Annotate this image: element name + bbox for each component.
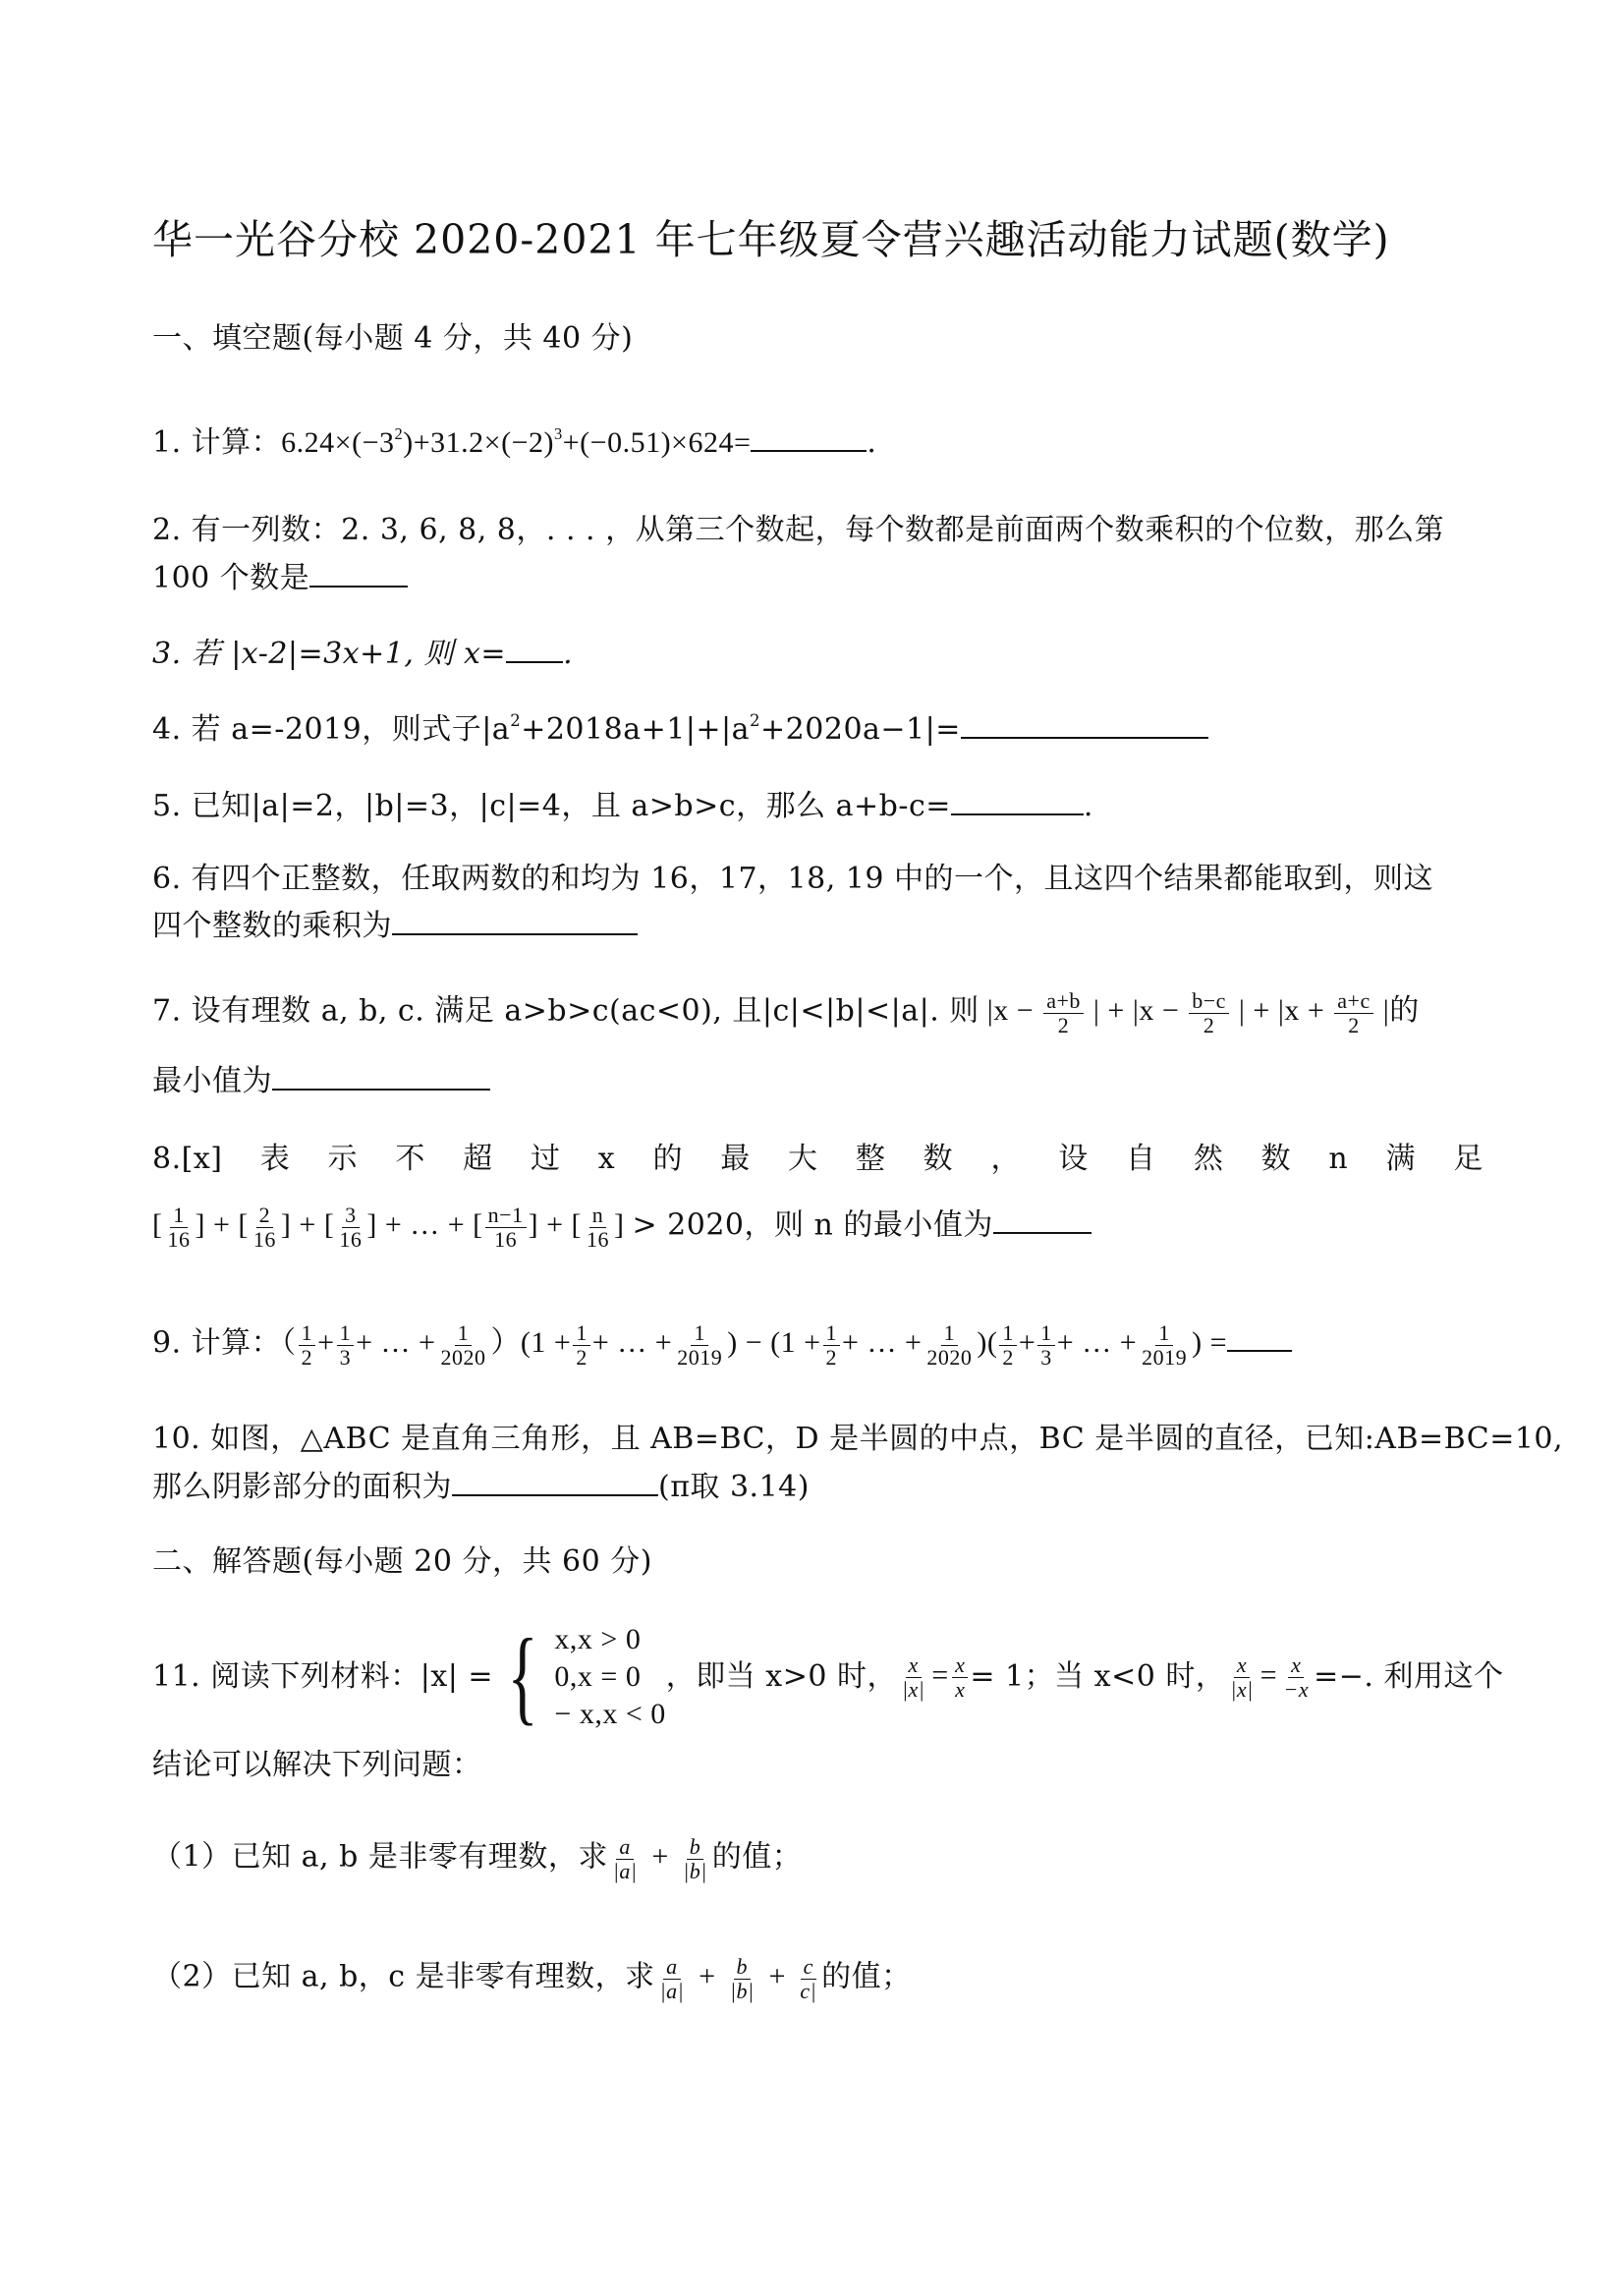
q9-b-fraction-1 <box>573 1321 590 1370</box>
q8-fraction-2 <box>251 1204 279 1252</box>
q8-tail: > 2020，则 n 的最小值为 <box>632 1207 993 1243</box>
q8-word: 设 <box>1058 1142 1089 1176</box>
q9-b-fraction-2 <box>674 1321 725 1370</box>
q11-fb-numerator: x <box>952 1653 968 1678</box>
q11-p1-f1-numerator: a <box>616 1835 634 1860</box>
question-2-line-1: 2. 有一列数：2. 3, 6, 8, 8，. . . ，从第三个数起，每个数都是前面两个数乘积的个位数，那么第 <box>152 513 1445 547</box>
answer-blank-5[interactable] <box>951 786 1084 815</box>
q8-word: 过 <box>530 1142 561 1176</box>
q11-p1-fraction-2 <box>680 1835 710 1883</box>
q8-f5-numerator: n <box>589 1204 607 1228</box>
q4-prefix: 4. 若 a=-2019，则式子|a <box>152 712 511 747</box>
q9-c2-denominator: 2020 <box>926 1345 973 1370</box>
q8-f4-numerator: n−1 <box>485 1204 527 1228</box>
q11-p2-fraction-2 <box>727 1955 757 2003</box>
q11-p2-f3-denominator: c| <box>800 1979 817 2003</box>
q11-case-1: x,x > 0 <box>554 1623 642 1655</box>
question-1 <box>152 422 876 463</box>
q8-dots: + … + <box>384 1208 466 1242</box>
q11-p1-prefix: （1）已知 a, b 是非零有理数，求 <box>152 1839 608 1875</box>
q9-prefix: 9. 计算：（ <box>152 1325 297 1361</box>
q11-fa-numerator: x <box>906 1653 922 1678</box>
answer-blank-1[interactable] <box>751 422 867 452</box>
answer-blank-8[interactable] <box>993 1204 1091 1234</box>
q9-d2-denominator: 3 <box>1040 1345 1052 1370</box>
q1-expr: 6.24×(−3 <box>281 426 395 459</box>
q11-mid-1: ，即当 x>0 时， <box>665 1659 897 1694</box>
q8-spread-text <box>152 1140 1483 1179</box>
q1-tail: +(−0.51)×624= <box>562 426 752 459</box>
answer-blank-7[interactable] <box>272 1061 490 1091</box>
question-8-line-2: [ $\frac{1}{16}$ ] + [ $\frac{2}{16}$ ] + [ $\frac{3}{16}$ ] + … + [ $\frac{n-1}{16}$ ] + [ $\frac{n}{16}$ ] > 2020，则 n 的最小值为 <box>152 1204 1091 1252</box>
q9-a1-numerator: 1 <box>299 1321 316 1346</box>
q11-p2-f1-numerator: a <box>663 1955 681 1980</box>
q11-p1-f2-denominator: |b| <box>683 1859 707 1883</box>
q9-a-fraction-3 <box>437 1321 488 1370</box>
q8-f2-numerator: 2 <box>256 1204 274 1228</box>
q9-a2-numerator: 1 <box>337 1321 355 1346</box>
q7-f3-denominator: 2 <box>1348 1013 1360 1037</box>
q1-exponent-2: 3 <box>553 423 563 443</box>
q9-d2-numerator: 1 <box>1037 1321 1055 1346</box>
q11-fb-denominator: x <box>955 1676 966 1702</box>
question-11-part-1: （1）已知 a, b 是非零有理数，求 $\frac{a}{|a|}$ + $\frac{b}{|b|}$ 的值； <box>152 1834 803 1883</box>
question-7-line-1 <box>152 989 1420 1037</box>
q8-f1-numerator: 1 <box>170 1204 188 1228</box>
question-6-line-1: 6. 有四个正整数，任取两数的和均为 16，17，18, 19 中的一个，且这四个结果都能取到，则这 <box>152 862 1433 896</box>
question-5 <box>152 786 1093 826</box>
q8-f5-denominator: 16 <box>586 1227 609 1252</box>
question-11-part-2: （2）已知 a, b，c 是非零有理数，求 $\frac{a}{|a|}$ + $\frac{b}{|b|}$ + $\frac{c}{c|}$ 的值； <box>152 1954 912 2003</box>
q8-word: 数 <box>923 1142 954 1176</box>
q9-d-fraction-2 <box>1037 1321 1055 1370</box>
question-10-line-1: 10. 如图，△ABC 是直角三角形，且 AB=BC，D 是半圆的中点，BC 是半圆的直径，已知:AB=BC=10, <box>152 1422 1564 1456</box>
q11-fa-denominator: |x| <box>901 1676 925 1702</box>
q8-word: x <box>597 1142 616 1176</box>
q9-tail: ) = <box>1192 1326 1228 1360</box>
q11-case-3: − x,x < 0 <box>554 1698 666 1730</box>
q4-tail: +2020a−1|= <box>760 712 961 747</box>
q4-exponent-1: 2 <box>510 710 522 730</box>
q9-d3-denominator: 2019 <box>1142 1345 1188 1370</box>
q9-mid-2: ) − (1 + <box>727 1326 821 1360</box>
q11-p1-f1-denominator: |a| <box>612 1859 638 1883</box>
q7-fraction-2 <box>1189 989 1229 1037</box>
q9-a3-numerator: 1 <box>455 1321 473 1346</box>
q8-f2-denominator: 16 <box>252 1227 276 1252</box>
q11-p2-tail: 的值； <box>821 1959 912 1994</box>
q3-text: 3. 若 |x-2|=3x+1, 则 x= <box>152 637 507 671</box>
q9-c1-denominator: 2 <box>825 1345 838 1370</box>
q11-p2-f1-denominator: |a| <box>659 1979 685 2003</box>
q11-p1-fraction-1 <box>610 1835 641 1883</box>
question-2-line-2 <box>152 558 408 598</box>
q11-fraction-c <box>1227 1653 1256 1702</box>
q8-word: n <box>1328 1142 1349 1176</box>
q8-word: 然 <box>1193 1142 1224 1176</box>
q9-d-fraction-3 <box>1139 1321 1190 1370</box>
q7-f1-denominator: 2 <box>1057 1013 1070 1037</box>
q9-d1-numerator: 1 <box>999 1321 1017 1346</box>
q3-end: . <box>563 637 574 671</box>
q10-line2-text: 那么阴影部分的面积为 <box>152 1470 452 1504</box>
q7-tail: |的 <box>1382 994 1420 1028</box>
q9-a-fraction-1 <box>299 1321 316 1370</box>
question-11-line-2: 结论可以解决下列问题： <box>152 1748 482 1782</box>
q7-line2-text: 最小值为 <box>152 1064 272 1098</box>
q1-mid: )+31.2×(−2) <box>403 426 554 459</box>
q9-c-fraction-2 <box>923 1321 975 1370</box>
q11-piecewise <box>493 1618 666 1735</box>
q7-fraction-3 <box>1334 989 1372 1037</box>
question-11-line-1: 11. 阅读下列材料：|x| = { x,x > 0 0,x = 0 − x,x < 0 ，即当 x>0 时， $\frac{x}{|x|}$ = $\frac{x}{x}$ = 1；当 x<0 时， $\frac{x}{|x|}$ = $\frac{x}{-x}$ =−. 利用这个 <box>152 1618 1504 1735</box>
q8-word: 的 <box>652 1142 683 1176</box>
q9-a1-denominator: 2 <box>301 1345 313 1370</box>
q11-p2-f3-numerator: c <box>801 1955 816 1980</box>
q9-a2-denominator: 3 <box>339 1345 352 1370</box>
q11-fd-denominator: −x <box>1283 1676 1310 1702</box>
q11-tail: =−. 利用这个 <box>1314 1659 1504 1694</box>
q11-p2-f2-denominator: |b| <box>729 1979 755 2003</box>
q8-word: 大 <box>788 1142 818 1176</box>
q11-p2-f2-numerator: b <box>734 1955 752 1980</box>
question-10-line-2 <box>152 1467 810 1507</box>
answer-blank-10[interactable] <box>452 1467 658 1496</box>
q11-brace: { <box>507 1618 538 1735</box>
section-fill-in-heading: 一、填空题(每小题 4 分，共 40 分) <box>152 321 634 356</box>
q9-b2-numerator: 1 <box>691 1321 708 1346</box>
q8-word: 最 <box>720 1142 751 1176</box>
q11-p2-fraction-1 <box>657 1955 688 2003</box>
q8-fraction-4 <box>485 1204 527 1252</box>
q8-word: 表 <box>259 1142 291 1176</box>
q7-prefix: 7. 设有理数 a, b, c. 满足 a>b>c(ac<0), 且|c|<|b|<|a|. 则 <box>152 993 979 1029</box>
q8-word: 示 <box>327 1142 359 1176</box>
q8-word: 足 <box>1453 1142 1483 1176</box>
q1-exponent-1: 2 <box>394 423 404 443</box>
q8-word: 8.[x] <box>152 1142 223 1176</box>
q9-d-fraction-1 <box>999 1321 1017 1370</box>
q9-b1-numerator: 1 <box>573 1321 590 1346</box>
q9-mid-3: )( <box>977 1326 998 1360</box>
q4-mid: +2018a+1|+|a <box>521 712 751 747</box>
q11-p2-fraction-3 <box>797 1955 819 2003</box>
q8-f3-numerator: 3 <box>342 1204 360 1228</box>
q9-d1-denominator: 2 <box>1002 1345 1014 1370</box>
q11-fc-denominator: |x| <box>1230 1676 1254 1702</box>
q7-f2-numerator: b−c <box>1189 989 1229 1014</box>
q9-c1-numerator: 1 <box>823 1321 841 1346</box>
q7-abs-2-open: | + |x − <box>1092 994 1180 1028</box>
q7-abs-3-open: | + |x + <box>1238 994 1325 1028</box>
q9-b1-denominator: 2 <box>576 1345 588 1370</box>
q8-word: 不 <box>395 1142 425 1176</box>
q9-b2-denominator: 2019 <box>677 1345 723 1370</box>
q8-f1-denominator: 16 <box>167 1227 191 1252</box>
answer-blank-6[interactable] <box>392 906 638 935</box>
q8-word: 数 <box>1260 1142 1292 1176</box>
q11-p1-tail: 的值； <box>711 1839 803 1875</box>
q9-d3-numerator: 1 <box>1155 1321 1173 1346</box>
q8-fraction-3 <box>336 1204 364 1252</box>
q7-fraction-1 <box>1043 989 1084 1037</box>
q5-text: 5. 已知|a|=2，|b|=3，|c|=4，且 a>b>c，那么 a+b-c= <box>152 789 951 823</box>
question-3 <box>152 634 573 674</box>
question-9: 9. 计算：（ $\frac{1}{2}$ + $\frac{1}{3}$ + … + $\frac{1}{2020}$ ）(1 + $\frac{1}{2}$ + … + $\frac{1}{2019}$ ) − (1 + $\frac{1}{2}$ + … + $\frac{1}{2020}$ )( $\frac{1}{2}$ + $\frac{1}{3}$ + … + $\frac{1}{2019}$ ) = <box>152 1321 1292 1370</box>
question-6-line-2 <box>152 906 638 946</box>
q9-c2-numerator: 1 <box>941 1321 959 1346</box>
q1-end: . <box>867 425 877 460</box>
q8-word: 满 <box>1385 1142 1417 1176</box>
q1-prefix: 1. 计算： <box>152 425 282 460</box>
q11-fraction-a <box>899 1653 927 1702</box>
q8-word: 超 <box>463 1142 493 1176</box>
q8-f3-denominator: 16 <box>339 1227 363 1252</box>
question-7-line-2 <box>152 1061 490 1101</box>
q9-a-fraction-2 <box>337 1321 355 1370</box>
answer-blank-9[interactable] <box>1227 1322 1292 1352</box>
q11-fc-numerator: x <box>1234 1653 1250 1678</box>
q8-f4-denominator: 16 <box>494 1227 518 1252</box>
q11-fd-numerator: x <box>1288 1653 1304 1678</box>
q7-f2-denominator: 2 <box>1203 1013 1215 1037</box>
q6-line2-text: 四个整数的乘积为 <box>152 909 392 943</box>
q2-line2-text: 100 个数是 <box>152 561 310 595</box>
q8-fraction-1 <box>165 1204 194 1252</box>
q11-fraction-b <box>952 1653 968 1702</box>
q7-abs-1-open: |x − <box>986 994 1035 1028</box>
q8-fraction-5 <box>584 1204 612 1252</box>
question-4 <box>152 709 1208 750</box>
question-8-line-1 <box>152 1140 1483 1179</box>
q8-word: 整 <box>855 1142 886 1176</box>
q8-word: 自 <box>1126 1142 1156 1176</box>
answer-blank-3[interactable] <box>506 634 563 663</box>
answer-blank-2[interactable] <box>309 558 408 588</box>
q11-mid-2: = 1；当 x<0 时， <box>970 1659 1226 1694</box>
page-title: 华一光谷分校 2020-2021 年七年级夏令营兴趣活动能力试题(数学) <box>152 216 1390 263</box>
q10-pi-note: (π取 3.14) <box>658 1470 810 1504</box>
q9-a3-denominator: 2020 <box>440 1345 486 1370</box>
q11-case-2: 0,x = 0 <box>554 1660 642 1693</box>
q9-mid-1: ）(1 + <box>490 1326 572 1360</box>
answer-blank-4[interactable] <box>961 709 1208 739</box>
q11-p2-prefix: （2）已知 a, b，c 是非零有理数，求 <box>152 1959 655 1994</box>
q4-exponent-2: 2 <box>750 710 761 730</box>
q7-f1-numerator: a+b <box>1043 989 1084 1014</box>
q11-prefix: 11. 阅读下列材料：|x| = <box>152 1659 494 1694</box>
q8-word: ， <box>990 1142 1021 1176</box>
q9-c-fraction-1 <box>823 1321 841 1370</box>
q5-end: . <box>1083 789 1093 823</box>
q7-f3-numerator: a+c <box>1334 989 1372 1014</box>
section-answer-heading: 二、解答题(每小题 20 分，共 60 分) <box>152 1544 652 1579</box>
q11-fraction-d <box>1280 1653 1312 1702</box>
q11-p1-f2-numerator: b <box>687 1835 704 1860</box>
